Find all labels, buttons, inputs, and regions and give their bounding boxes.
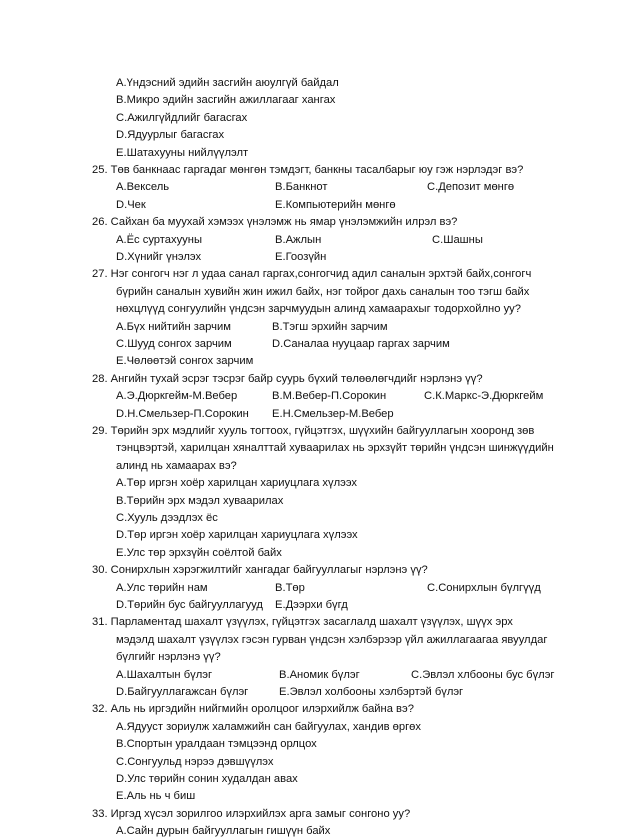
text-line bbox=[0, 75, 638, 91]
line-text: тэнцвэртэй, харилцан хяналттай хуваарилах нь эрхзүйт төрийн үндсэн шинжүүдийн bbox=[116, 442, 554, 455]
text-line bbox=[0, 562, 638, 578]
text-line bbox=[0, 92, 638, 108]
text-line bbox=[0, 110, 638, 126]
text-line bbox=[0, 249, 638, 265]
line-text: D.Ядуурлыг багасгах bbox=[116, 129, 225, 142]
answer-option: С.К.Маркс-Э.Дюркгейм bbox=[424, 390, 544, 403]
text-line bbox=[0, 754, 638, 770]
line-text: А.Ядууст зориулж халамжийн сан байгуулах, хандив өргөх bbox=[116, 720, 421, 733]
answer-option: С.Депозит мөнгө bbox=[427, 181, 515, 194]
answer-option: А.Бүх нийтийн зарчим bbox=[116, 320, 231, 333]
text-line bbox=[0, 527, 638, 543]
text-line bbox=[0, 319, 638, 335]
answer-option: В.Төр bbox=[275, 581, 305, 594]
line-text: бүрийн саналын хувийн жин ижил байх, нэг тойрог дахь саналын тоо тэгш байх bbox=[116, 285, 530, 298]
answer-option: D.Төрийн бус байгууллагууд bbox=[116, 599, 263, 611]
line-text: С.Ажилгүйдлийг багасгах bbox=[116, 111, 248, 124]
answer-option: D.Н.Смельзер-П.Сорокин bbox=[116, 407, 249, 420]
text-line bbox=[0, 510, 638, 526]
text-line bbox=[0, 788, 638, 804]
line-text: 27. Нэг сонгогч нэг л удаа санал гаргах,сонгогчид адил саналын эрхтэй байх,сонгогч bbox=[92, 268, 532, 281]
line-text: Е.Аль нь ч биш bbox=[116, 790, 196, 803]
text-line bbox=[0, 127, 638, 143]
text-line bbox=[0, 771, 638, 787]
answer-option: D.Саналаа нууцаар гаргах зарчим bbox=[272, 338, 450, 350]
text-line bbox=[0, 736, 638, 752]
line-text: 30. Сонирхлын хэрэгжилтийг хангадаг байгууллагыг нэрлэнэ үү? bbox=[92, 564, 428, 577]
answer-option: А.Шахалтын бүлэг bbox=[116, 668, 213, 681]
answer-option: С.Эвлэл хлбооны бус бүлэг bbox=[411, 668, 555, 681]
text-line bbox=[0, 719, 638, 735]
line-text: 31. Парламентад шахалт үзүүлэх, гүйцэтгэх засаглалд шахалт үзүүлэх, шүүх эрх bbox=[92, 616, 513, 629]
text-line bbox=[0, 371, 638, 387]
line-text: D.Төр иргэн хоёр харилцан хариуцлага хүлээх bbox=[116, 529, 358, 542]
answer-option: В.Аномик бүлэг bbox=[279, 668, 360, 681]
line-text: В.Төрийн эрх мэдэл хуваарилах bbox=[116, 494, 284, 507]
answer-option: Е.Гоозүйн bbox=[275, 251, 327, 263]
answer-option: D.Байгууллагажсан бүлэг bbox=[116, 686, 249, 698]
line-text: 25. Төв банкнаас гаргадаг мөнгөн тэмдэгт, банкны тасалбарыг юу гэж нэрлэдэг вэ? bbox=[92, 164, 524, 176]
text-line bbox=[0, 701, 638, 717]
text-line bbox=[0, 336, 638, 352]
text-line bbox=[0, 458, 638, 474]
answer-option: А.Улс төрийн нам bbox=[116, 581, 208, 594]
answer-option: С.Шашны bbox=[432, 233, 483, 246]
line-text: С.Хууль дээдлэх ёс bbox=[116, 512, 218, 524]
answer-option: Е.Эвлэл холбооны хэлбэртэй бүлэг bbox=[279, 686, 464, 698]
line-text: Е.Улс төр эрхзүйн соёлтой байх bbox=[116, 546, 282, 559]
line-text: нөхцлүүд сонгуулийн үндсэн зарчмуудын алинд хамаарахыг тодорхойлно уу? bbox=[116, 303, 521, 316]
text-line bbox=[0, 597, 638, 613]
text-line bbox=[0, 632, 638, 648]
line-text: А.Сайн дурын байгууллагын гишүүн байх bbox=[116, 825, 331, 838]
answer-option: С.Шууд сонгох зарчим bbox=[116, 338, 232, 350]
text-line bbox=[0, 162, 638, 178]
answer-option: В.М.Вебер-П.Сорокин bbox=[272, 390, 387, 403]
line-text: Е.Шатахууны нийлүүлэлт bbox=[116, 146, 249, 159]
line-text: В.Спортын уралдаан тэмцээнд орлцох bbox=[116, 738, 317, 751]
text-line bbox=[0, 353, 638, 369]
answer-option: D.Чек bbox=[116, 198, 146, 211]
answer-option: В.Ажлын bbox=[275, 233, 322, 246]
answer-option: Е.Н.Смельзер-М.Вебер bbox=[272, 407, 394, 420]
line-text: С.Сонгуульд нэрээ дэвшүүлэх bbox=[116, 755, 274, 768]
answer-option: А.Ёс суртахууны bbox=[116, 233, 202, 246]
line-text: Е.Чөлөөтэй сонгох зарчим bbox=[116, 355, 254, 368]
line-text: D.Улс төрийн сонин худалдан авах bbox=[116, 773, 298, 785]
text-line bbox=[0, 475, 638, 491]
text-line bbox=[0, 214, 638, 230]
text-line bbox=[0, 423, 638, 439]
text-line bbox=[0, 179, 638, 195]
text-line bbox=[0, 197, 638, 213]
text-line bbox=[0, 580, 638, 596]
text-line bbox=[0, 301, 638, 317]
answer-option: В.Банкнот bbox=[275, 181, 328, 194]
answer-option: С.Сонирхлын бүлгүүд bbox=[427, 581, 541, 594]
line-text: А.Үндэсний эдийн засгийн аюулгүй байдал bbox=[116, 77, 339, 89]
text-line bbox=[0, 406, 638, 422]
line-text: В.Микро эдийн засгийн ажиллагааг хангах bbox=[116, 94, 336, 107]
text-line bbox=[0, 806, 638, 822]
answer-option: Е.Компьютерийн мөнгө bbox=[275, 198, 396, 211]
answer-option: В.Тэгш эрхийн зарчим bbox=[272, 320, 388, 333]
text-line bbox=[0, 684, 638, 700]
text-line bbox=[0, 545, 638, 561]
text-line bbox=[0, 667, 638, 683]
line-text: бүлгийг нэрлэнэ үү? bbox=[116, 651, 221, 664]
answer-option: А.Вексель bbox=[116, 181, 170, 194]
line-text: 29. Төрийн эрх мэдлийг хууль тогтоох, гүйцэтгэх, шүүхийн байгууллагын хооронд зөв bbox=[92, 425, 535, 437]
line-text: 32. Аль нь иргэдийн нийгмийн оролцоог илэрхийлж байна вэ? bbox=[92, 703, 414, 716]
text-line bbox=[0, 493, 638, 509]
text-line bbox=[0, 266, 638, 282]
line-text: 33. Иргэд хүсэл зорилгоо илэрхийлэх арга замыг сонгоно уу? bbox=[92, 807, 411, 820]
answer-option: D.Хүнийг үнэлэх bbox=[116, 251, 202, 263]
answer-option: А.Э.Дюркгейм-М.Вебер bbox=[116, 390, 238, 403]
line-text: мэдэлд шахалт үзүүлэх гэсэн гурван үндсэн хэлбэрээр үйл ажиллагаагаа явуулдаг bbox=[116, 633, 548, 646]
text-line bbox=[0, 145, 638, 161]
text-line bbox=[0, 388, 638, 404]
text-line bbox=[0, 232, 638, 248]
line-text: 26. Сайхан ба муухай хэмээх үнэлэмж нь ямар үнэлэмжийн илрэл вэ? bbox=[92, 216, 458, 229]
line-text: алинд нь хамаарах вэ? bbox=[116, 459, 237, 472]
text-line bbox=[0, 440, 638, 456]
line-text: 28. Ангийн тухай эсрэг тэсрэг байр суурь бүхий төлөөлөгчдийг нэрлэнэ үү? bbox=[92, 372, 483, 385]
text-line bbox=[0, 284, 638, 300]
text-line bbox=[0, 614, 638, 630]
line-text: А.Төр иргэн хоёр харилцан хариуцлага хүлээх bbox=[116, 477, 358, 490]
text-line bbox=[0, 649, 638, 665]
answer-option: Е.Дээрхи бүгд bbox=[275, 599, 348, 611]
